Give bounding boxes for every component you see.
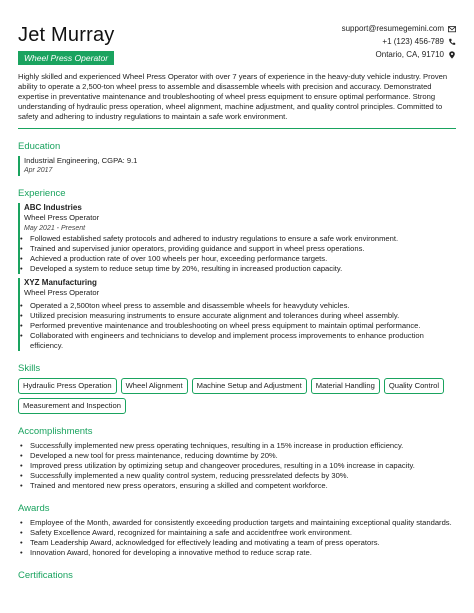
- company-name: ABC Industries: [24, 203, 82, 212]
- phone-icon: [448, 38, 456, 46]
- summary-divider: [18, 128, 456, 129]
- awards-list: [18, 518, 456, 558]
- location-text: Ontario, CA, 91710: [375, 50, 444, 59]
- education-entry: [18, 156, 456, 176]
- skill-tag: Measurement and Inspection: [18, 398, 126, 414]
- list-item: • Successfully implemented a new quality control system, reducing pressrelated defects by 30%.: [28, 471, 456, 481]
- job-date: May 2021 - Present: [24, 225, 86, 232]
- list-item: • Followed established safety protocols and adhered to industry regulations to ensure a safe work environment.: [28, 234, 456, 244]
- list-item: • Developed a system to reduce setup time by 20%, resulting in increased production capacity.: [28, 264, 456, 274]
- location-pin-icon: [448, 51, 456, 59]
- skill-tag: Material Handling: [311, 378, 380, 394]
- skill-tag: Hydraulic Press Operation: [18, 378, 117, 394]
- section-heading-awards: Awards: [18, 503, 50, 514]
- list-item: • Successfully implemented new press operating techniques, resulting in a 15% increase in production efficiency.: [28, 441, 456, 451]
- job-role: Wheel Press Operator: [24, 213, 100, 222]
- job-title-badge: Wheel Press Operator: [18, 51, 114, 65]
- section-heading-certifications: Certifications: [18, 570, 73, 581]
- resume-header: [18, 0, 456, 70]
- education-date: Apr 2017: [24, 167, 53, 174]
- email-icon: [448, 25, 456, 33]
- job-entry: [18, 203, 456, 274]
- skills-list: [18, 378, 456, 414]
- list-item: • Operated a 2,500ton wheel press to assemble and disassemble wheels for heavyduty vehicles.: [28, 301, 456, 311]
- phone-text: +1 (123) 456-789: [382, 37, 444, 46]
- contact-info: [342, 22, 456, 61]
- list-item: • Employee of the Month, awarded for consistently exceeding production targets and maintaining exceptional quality standards.: [28, 518, 456, 528]
- list-item: • Utilized precision measuring instruments to ensure accurate alignment and tolerances during wheel assembly.: [28, 311, 456, 321]
- section-heading-skills: Skills: [18, 363, 41, 374]
- contact-phone: [342, 35, 456, 48]
- list-item: • Trained and mentored new press operators, ensuring a skilled and competent workforce.: [28, 481, 456, 491]
- email-text: support@resumegemini.com: [341, 24, 444, 33]
- job-bullets: [18, 301, 456, 351]
- section-heading-accomplishments: Accomplishments: [18, 426, 93, 437]
- list-item: • Innovation Award, honored for developing a innovative method to reduce scrap rate.: [28, 548, 456, 558]
- list-item: • Performed preventive maintenance and troubleshooting on wheel press equipment to maintain optimal performance.: [28, 321, 456, 331]
- job-role: Wheel Press Operator: [24, 288, 100, 297]
- section-heading-experience: Experience: [18, 188, 66, 199]
- candidate-name: Jet Murray: [18, 24, 115, 46]
- education-degree: Industrial Engineering, CGPA: 9.1: [24, 156, 138, 165]
- skill-tag: Machine Setup and Adjustment: [192, 378, 307, 394]
- company-name: XYZ Manufacturing: [24, 278, 97, 287]
- list-item: • Developed a new tool for press maintenance, reducing downtime by 20%.: [28, 451, 456, 461]
- job-entry: [18, 278, 456, 351]
- professional-summary: Highly skilled and experienced Wheel Press Operator with over 7 years of experience in the heavy-duty vehicle industry. Proven ability to operate a 2,500-ton wheel press to assemble and disassemble wheels with precision and accuracy. Demonstrated expertise in preventative maintenance and troubleshooting of wheel press equipment to ensure optimal performance. Strong understanding of hydraulic press operation, wheel alignment, machine adjustment, and quality control principles. Committed to safety and adhering to industry regulations to maintain a safe work environment.: [18, 72, 448, 121]
- contact-location: [342, 48, 456, 61]
- list-item: • Team Leadership Award, acknowledged for effectively leading and motivating a team of press operators.: [28, 538, 456, 548]
- list-item: • Collaborated with engineers and technicians to develop and implement process improvements to enhance production efficiency.: [28, 331, 456, 351]
- list-item: • Safety Excellence Award, recognized for maintaining a safe and accidentfree work environment.: [28, 528, 456, 538]
- skill-tag: Quality Control: [384, 378, 444, 394]
- section-heading-education: Education: [18, 141, 61, 152]
- contact-email[interactable]: [342, 22, 456, 35]
- list-item: • Improved press utilization by optimizing setup and changeover procedures, resulting in a 10% increase in capacity.: [28, 461, 456, 471]
- accomplishments-list: [18, 441, 456, 491]
- skill-tag: Wheel Alignment: [121, 378, 188, 394]
- list-item: • Achieved a production rate of over 100 wheels per hour, exceeding performance targets.: [28, 254, 456, 264]
- job-bullets: [18, 234, 456, 274]
- list-item: • Trained and supervised junior operators, providing guidance and support in wheel press operations.: [28, 244, 456, 254]
